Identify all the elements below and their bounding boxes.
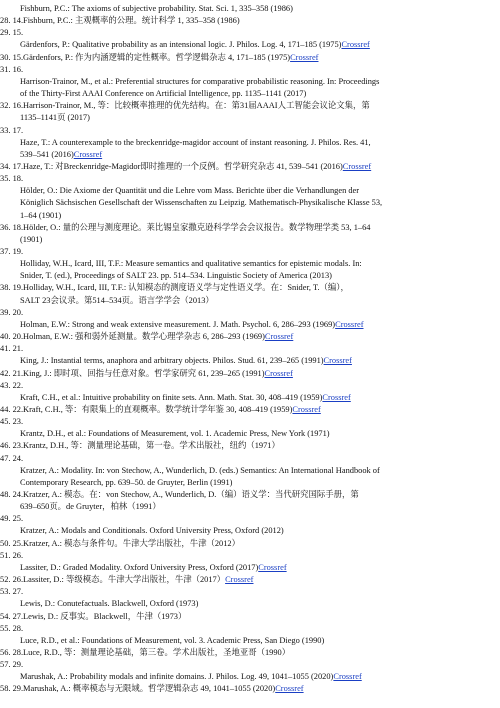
crossref-link[interactable]: Crossref	[225, 575, 254, 585]
reference-text: 26.	[12, 550, 24, 560]
reference-text: 22.Kraft, C.H., 等：有限集上的直观概率。数学统计学年鉴 30, 408–419 (1959)	[12, 404, 293, 414]
reference-text: 21.	[12, 344, 24, 354]
reference-line	[0, 380, 474, 392]
reference-text: Lewis, D.: Conutefactuals. Blackwell, Oxford (1973)	[20, 599, 199, 609]
line-number: 44.	[0, 404, 13, 414]
reference-line	[0, 465, 494, 477]
reference-text: Holman, E.W.: Strong and weak extensive measurement. J. Math. Psychol. 6, 286–293 (1969)	[20, 319, 336, 329]
reference-text: 24.Kratzer, A.: 模态。在：von Stechow, A., Wunderlich, D.（编）语义学：当代研究国际手册，第	[12, 490, 359, 499]
reference-line	[0, 88, 494, 100]
reference-text: 20.Holman, E.W.: 强和弱外延测量。数学心理学杂志 6, 286–293 (1969)	[12, 332, 265, 342]
crossref-link[interactable]: Crossref	[73, 149, 103, 159]
reference-text: 29.Marushak, A.: 概率模态与无限域。哲学逻辑杂志 49, 1041–1055 (2020)	[12, 684, 276, 694]
reference-text: 22.	[12, 380, 24, 390]
reference-text: Snider, T. (ed.), Proceedings of SALT 23. pp. 514–534. Linguistic Society of America (2013)	[20, 271, 332, 281]
crossref-link[interactable]: Crossref	[264, 368, 293, 378]
reference-line	[0, 525, 494, 537]
reference-line	[0, 307, 474, 319]
reference-line	[0, 428, 494, 440]
reference-text: 14.Fishburn, P.C.: 主观概率的公理。统计科学 1, 335–358 (1986)	[12, 16, 240, 26]
line-number: 38.	[0, 283, 13, 293]
reference-text: Hölder, O.: Die Axiome der Quantität und die Lehre vom Mass. Berichte über die Verhandlungen der	[20, 186, 360, 196]
reference-text: Contemporary Research, pp. 639–50. de Gruyter, Berlin (1991)	[20, 477, 233, 487]
reference-line	[0, 137, 494, 149]
reference-line	[0, 489, 474, 501]
line-number: 28.	[0, 16, 13, 26]
reference-text: 17.	[12, 125, 24, 135]
reference-text: 539–541 (2016)	[20, 149, 74, 159]
reference-line	[0, 477, 494, 489]
reference-line	[0, 149, 494, 161]
reference-text: 15.Gärdenfors, P.: 作为内涵逻辑的定性概率。哲学逻辑杂志 4, 171–185 (1975)	[12, 52, 291, 62]
line-number: 42.	[0, 368, 13, 378]
reference-text: 26.Lassiter, D.: 等级模态。牛津大学出版社，牛津（2017）	[12, 575, 226, 585]
reference-line	[0, 331, 474, 343]
reference-line	[0, 76, 494, 88]
crossref-link[interactable]: Crossref	[275, 684, 304, 694]
line-number: 34.	[0, 161, 13, 171]
reference-line	[0, 27, 474, 39]
reference-text: Kratzer, A.: Modality. In: von Stechow, A., Wunderlich, D. (eds.) Semantics: An International Handbook of	[20, 465, 380, 475]
reference-line	[0, 513, 474, 525]
reference-line	[0, 416, 474, 428]
reference-text: Marushak, A.: Probability modals and infinite domains. J. Philos. Log. 49, 1041–1055 (2020)	[20, 672, 334, 682]
crossref-link[interactable]: Crossref	[333, 672, 362, 682]
line-number: 47.	[0, 453, 13, 463]
reference-line	[0, 440, 474, 452]
crossref-link[interactable]: Crossref	[341, 40, 370, 50]
reference-line	[0, 112, 494, 124]
reference-line	[0, 538, 474, 550]
reference-line	[0, 611, 474, 623]
reference-text: 24.	[12, 453, 24, 463]
reference-line	[0, 295, 494, 307]
line-number: 40.	[0, 332, 13, 342]
reference-line	[0, 355, 494, 367]
reference-line	[0, 282, 474, 294]
reference-text: 28.Luce, R.D., 等：测量理论基础，第三卷。学术出版社，圣地亚哥（1990）	[12, 647, 291, 657]
reference-line	[0, 647, 474, 659]
reference-text: 28.	[12, 623, 24, 633]
reference-line	[0, 270, 494, 282]
crossref-link[interactable]: Crossref	[264, 332, 294, 342]
reference-line	[0, 683, 474, 695]
reference-line	[0, 64, 474, 76]
reference-text: 27.	[12, 587, 24, 597]
line-number: 53.	[0, 587, 13, 597]
line-number: 48.	[0, 490, 13, 499]
reference-text: Krantz, D.H., et al.: Foundations of Measurement, vol. 1. Academic Press, New York (1971)	[20, 429, 330, 439]
reference-text: 21.King, J.: 即时项、回指与任意对象。哲学家研究 61, 239–265 (1991)	[12, 368, 265, 378]
reference-line	[0, 574, 474, 586]
line-number: 31.	[0, 64, 13, 74]
reference-text: 16.	[12, 64, 24, 74]
line-number: 30.	[0, 52, 13, 62]
reference-text: 29.	[12, 660, 24, 670]
reference-text: 23.	[12, 417, 24, 427]
line-number: 50.	[0, 538, 13, 548]
reference-line	[0, 501, 494, 513]
reference-line	[0, 343, 474, 355]
reference-text: 25.	[12, 514, 24, 524]
reference-text: SALT 23会议录。第514–534页。语言学学会（2013）	[20, 295, 214, 305]
reference-text: 20.	[12, 307, 24, 317]
reference-text: Fishburn, P.C.: The axioms of subjective probability. Stat. Sci. 1, 335–358 (1986)	[20, 4, 293, 13]
reference-text: (1901)	[20, 234, 43, 244]
reference-line	[0, 39, 494, 51]
line-number: 37.	[0, 247, 13, 256]
crossref-link[interactable]: Crossref	[335, 319, 364, 329]
reference-line	[0, 453, 474, 465]
line-number: 56.	[0, 647, 13, 657]
line-number: 45.	[0, 417, 13, 427]
reference-text: 23.Krantz, D.H., 等：测量理论基础，第一卷。学术出版社，纽约（1971）	[12, 441, 280, 451]
reference-line	[0, 623, 474, 635]
reference-text: 27.Lewis, D.: 反事实。Blackwell，牛津（1973）	[12, 611, 187, 621]
reference-text: 19.Holliday, W.H., Icard, III, T.F.: 认知模态的测度语义学与定性语义学。在：Snider, T.（编），	[12, 283, 349, 293]
reference-line	[0, 550, 474, 562]
reference-line	[0, 319, 494, 331]
reference-text: Königlich Sächsischen Gesellschaft der Wissenschaften zu Leipzig. Mathematisch-Physikalische Klasse 53,	[20, 198, 383, 208]
reference-line	[0, 100, 474, 112]
reference-text: 17.Haze, T.: 对Breckenridge-Magidor即时推理的一个反例。哲学研究杂志 41, 539–541 (2016)	[12, 161, 343, 171]
reference-line	[0, 598, 494, 610]
reference-text: 1–64 (1901)	[20, 210, 62, 220]
crossref-link[interactable]: Crossref	[323, 356, 352, 366]
reference-line	[0, 15, 474, 27]
reference-line	[0, 3, 494, 15]
reference-line	[0, 210, 494, 222]
line-number: 43.	[0, 380, 13, 390]
line-number: 35.	[0, 174, 13, 184]
line-number: 32.	[0, 101, 13, 111]
reference-text: 15.	[12, 28, 24, 38]
reference-line	[0, 671, 494, 683]
reference-text: King, J.: Instantial terms, anaphora and arbitrary objects. Philos. Stud. 61, 239–265 (1991)	[20, 356, 324, 366]
reference-line	[0, 659, 474, 671]
reference-line	[0, 246, 474, 258]
crossref-link[interactable]: Crossref	[322, 392, 351, 402]
reference-line	[0, 222, 474, 234]
reference-line	[0, 392, 494, 404]
reference-text: Lassiter, D.: Graded Modality. Oxford University Press, Oxford (2017)	[20, 562, 259, 572]
reference-text: Kraft, C.H., et al.: Intuitive probability on finite sets. Ann. Math. Stat. 30, 408–419 (1959)	[20, 392, 323, 402]
reference-line	[0, 635, 494, 647]
line-number: 39.	[0, 307, 13, 317]
line-number: 29.	[0, 28, 13, 38]
reference-line	[0, 125, 474, 137]
reference-text: 25.Kratzer, A.: 模态与条件句。牛津大学出版社，牛津（2012）	[12, 538, 240, 548]
reference-line	[0, 404, 474, 416]
crossref-link[interactable]: Crossref	[290, 52, 319, 62]
reference-line	[0, 234, 494, 246]
crossref-link[interactable]: Crossref	[258, 562, 287, 572]
reference-text: 18.	[12, 174, 24, 184]
reference-text: 16.Harrison-Trainor, M., 等：比较概率推理的优先结构。在：第31届AAAI人工智能会议论文集，第	[12, 101, 370, 111]
reference-line	[0, 586, 474, 598]
crossref-link[interactable]: Crossref	[292, 404, 321, 414]
reference-line	[0, 52, 474, 64]
crossref-link[interactable]: Crossref	[342, 161, 372, 171]
reference-line	[0, 258, 494, 270]
reference-text: 18.Hölder, O.: 量的公理与测度理论。莱比锡皇家撒克逊科学学会会议报告。数学物理学类 53, 1–64	[12, 222, 371, 232]
reference-line	[0, 161, 474, 173]
line-number: 41.	[0, 344, 13, 354]
reference-text: Haze, T.: A counterexample to the breckenridge-magidor account of instant reasoning. J. Philos. Res. 41,	[20, 137, 371, 147]
line-number: 46.	[0, 441, 13, 451]
line-number: 54.	[0, 611, 13, 621]
reference-text: Holliday, W.H., Icard, III, T.F.: Measure semantics and qualitative semantics for epistemic modals. In:	[20, 259, 362, 269]
line-number: 51.	[0, 550, 13, 560]
reference-line	[0, 562, 494, 574]
line-number: 33.	[0, 125, 13, 135]
reference-text: Luce, R.D., et al.: Foundations of Measurement, vol. 3. Academic Press, San Diego (1990)	[20, 635, 325, 645]
reference-line	[0, 197, 494, 209]
reference-text: of the Thirty-First AAAI Conference on Artificial Intelligence, pp. 1135–1141 (2017)	[20, 89, 307, 99]
line-number: 58.	[0, 684, 13, 694]
reference-text: Harrison-Trainor, M., et al.: Preferential structures for comparative probabilistic reasoning. In: Proceedings	[20, 76, 380, 86]
line-number: 49.	[0, 514, 13, 524]
reference-text: 19.	[12, 247, 24, 256]
reference-text: Gärdenfors, P.: Qualitative probability as an intensional logic. J. Philos. Log. 4, 171–185 (1975)	[20, 40, 342, 50]
line-number: 57.	[0, 660, 13, 670]
line-number: 36.	[0, 222, 13, 232]
reference-line	[0, 185, 494, 197]
reference-text: 639–650页。de Gruyter，柏林（1991）	[20, 502, 161, 512]
reference-text: 1135–1141页 (2017)	[20, 113, 90, 123]
line-number: 52.	[0, 575, 13, 585]
reference-line	[0, 173, 474, 185]
reference-text: Kratzer, A.: Modals and Conditionals. Oxford University Press, Oxford (2012)	[20, 526, 284, 536]
reference-line	[0, 368, 474, 380]
line-number: 55.	[0, 623, 13, 633]
